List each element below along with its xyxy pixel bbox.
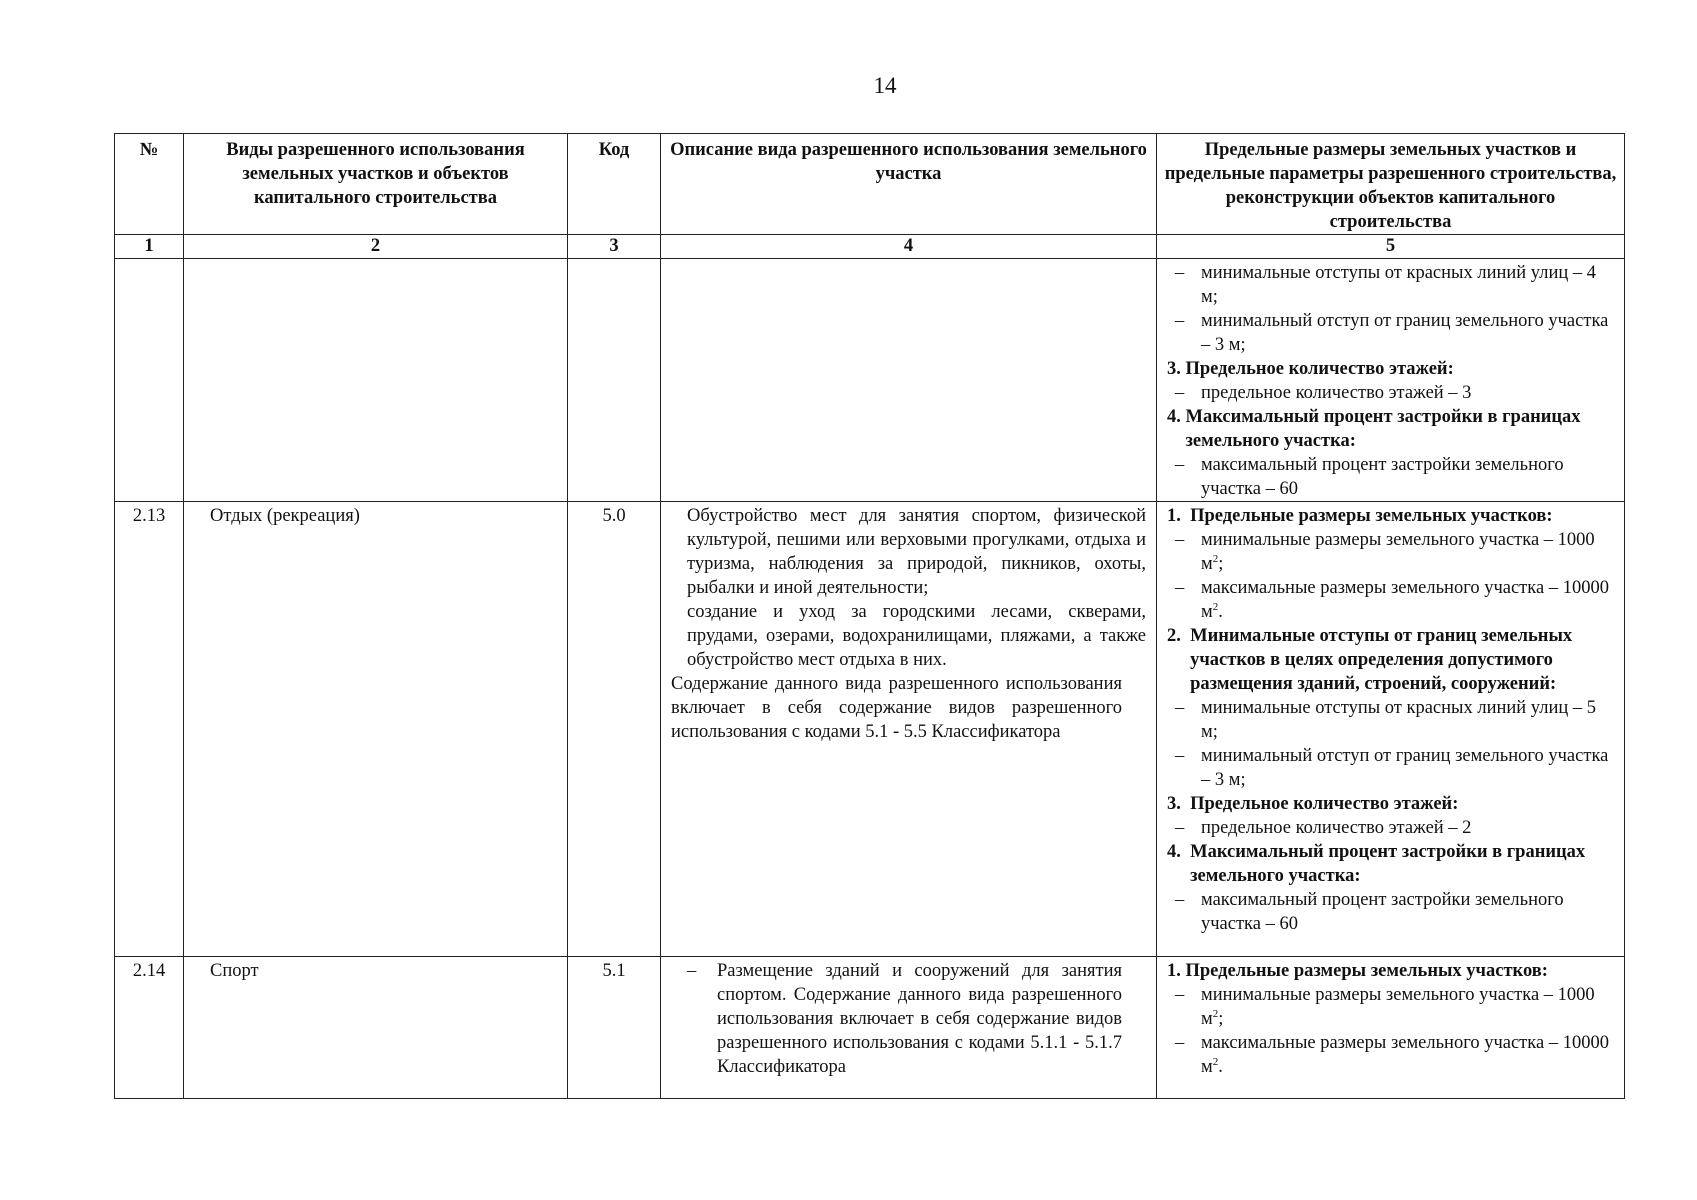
list-item <box>1167 696 1614 744</box>
limit-heading <box>1167 504 1614 528</box>
limit-heading <box>1167 792 1614 816</box>
limit-heading <box>1167 405 1614 453</box>
header-description: Описание вида разрешенного использования земельного участка <box>661 134 1157 235</box>
description-paragraph: Размещение зданий и сооружений для занятия спортом. Содержание данного вида разрешенного использования включает в себя содержание видов разрешенного использования с кодами 5.1.1 - 5.1.7 Классификатора <box>717 961 1122 1077</box>
list-item <box>1167 309 1614 357</box>
limit-heading <box>1167 624 1614 696</box>
heading-text: Максимальный процент застройки в границах земельного участка: <box>1190 842 1586 886</box>
column-number-row <box>115 235 1625 259</box>
heading-number: 4. <box>1167 842 1191 862</box>
cell-description <box>661 259 1157 502</box>
description-paragraph: Обустройство мест для занятия спортом, физической культурой, пешими или верховыми прогулками, отдыха и туризма, наблюдения за природой, пикников, охоты, рыбалки и иной деятельности; <box>687 506 1146 598</box>
limit-heading <box>1167 357 1614 381</box>
header-limits: Предельные размеры земельных участков и предельные параметры разрешенного строительства, реконструкции объектов капитального строительства <box>1157 134 1625 235</box>
list-item <box>1167 453 1614 501</box>
heading-text: Предельное количество этажей: <box>1185 359 1454 379</box>
list-item <box>1167 1031 1614 1079</box>
list-item <box>1167 381 1614 405</box>
limit-heading <box>1167 840 1614 888</box>
cell-code: 5.0 <box>568 502 661 957</box>
heading-number: 3. <box>1167 794 1191 814</box>
dash-bullet: – <box>1175 530 1185 550</box>
table-header-row <box>115 134 1625 235</box>
description-paragraph: создание и уход за городскими лесами, скверами, прудами, озерами, водохранилищами, пляжами, а также обустройство мест отдыха в них. <box>687 602 1146 670</box>
limit-text: минимальные размеры земельного участка – 1000 $м^2$; <box>1201 985 1595 1029</box>
cell-limits <box>1157 957 1625 1099</box>
list-item <box>1167 983 1614 1031</box>
list-item <box>1167 888 1614 936</box>
header-code: Код <box>568 134 661 235</box>
cell-code <box>568 259 661 502</box>
heading-text: Минимальные отступы от границ земельных участков в целях определения допустимого размещения зданий, строений, сооружений: <box>1190 626 1573 694</box>
heading-number: 1. <box>1167 961 1186 981</box>
list-item <box>671 959 1146 1079</box>
dash-bullet: – <box>1175 383 1185 403</box>
limit-text: минимальный отступ от границ земельного участка – 3 м; <box>1201 746 1609 790</box>
cell-name: Отдых (рекреация) <box>184 502 568 957</box>
heading-number: 3. <box>1167 359 1186 379</box>
dash-bullet: – <box>1175 1033 1185 1053</box>
table-row <box>115 502 1625 957</box>
cell-code: 5.1 <box>568 957 661 1099</box>
heading-text: Максимальный процент застройки в границах земельного участка: <box>1185 407 1581 451</box>
list-item <box>1167 744 1614 792</box>
limit-text: максимальный процент застройки земельного участка – 60 <box>1201 890 1564 934</box>
limit-text: максимальные размеры земельного участка – 10000 $м^2$. <box>1201 1033 1609 1077</box>
dash-bullet: – <box>1175 746 1185 766</box>
list-item <box>1167 576 1614 624</box>
column-number: 3 <box>568 235 661 259</box>
limit-text: предельное количество этажей – 2 <box>1201 818 1472 838</box>
page-number: 14 <box>873 73 897 98</box>
cell-limits <box>1157 259 1625 502</box>
list-item <box>1167 261 1614 309</box>
table-row <box>115 259 1625 502</box>
dash-bullet: – <box>1175 985 1185 1005</box>
cell-description <box>661 957 1157 1099</box>
heading-text: Предельное количество этажей: <box>1190 794 1459 814</box>
heading-number: 2. <box>1167 626 1191 646</box>
header-no: № <box>115 134 184 235</box>
limit-text: минимальный отступ от границ земельного участка – 3 м; <box>1201 311 1609 355</box>
column-number: 2 <box>184 235 568 259</box>
column-number: 5 <box>1157 235 1625 259</box>
limit-heading <box>1167 959 1614 983</box>
limit-text: предельное количество этажей – 3 <box>1201 383 1472 403</box>
limit-text: максимальный процент застройки земельного участка – 60 <box>1201 455 1564 499</box>
table-row <box>115 957 1625 1099</box>
list-item <box>1167 816 1614 840</box>
dash-bullet: – <box>1175 311 1185 331</box>
dash-bullet: – <box>687 961 697 981</box>
limit-text: максимальные размеры земельного участка – 10000 $м^2$. <box>1201 578 1609 622</box>
cell-name <box>184 259 568 502</box>
dash-bullet: – <box>1175 263 1185 283</box>
cell-no: 2.13 <box>115 502 184 957</box>
land-use-regulations-table <box>114 133 1625 1099</box>
heading-text: Предельные размеры земельных участков: <box>1190 506 1553 526</box>
dash-bullet: – <box>1175 818 1185 838</box>
heading-text: Предельные размеры земельных участков: <box>1185 961 1548 981</box>
dash-bullet: – <box>1175 890 1185 910</box>
heading-number: 4. <box>1167 407 1186 427</box>
limit-text: минимальные отступы от красных линий улиц – 4 м; <box>1201 263 1597 307</box>
column-number: 4 <box>661 235 1157 259</box>
description-paragraph: Содержание данного вида разрешенного использования включает в себя содержание видов разрешенного использования с кодами 5.1 - 5.5 Классификатора <box>671 674 1122 742</box>
column-number: 1 <box>115 235 184 259</box>
heading-number: 1. <box>1167 506 1191 526</box>
cell-no <box>115 259 184 502</box>
cell-description <box>661 502 1157 957</box>
dash-bullet: – <box>1175 698 1185 718</box>
limit-text: минимальные отступы от красных линий улиц – 5 м; <box>1201 698 1597 742</box>
cell-no: 2.14 <box>115 957 184 1099</box>
dash-bullet: – <box>1175 578 1185 598</box>
list-item <box>1167 528 1614 576</box>
header-name: Виды разрешенного использования земельных участков и объектов капитального строительства <box>184 134 568 235</box>
limit-text: минимальные размеры земельного участка – 1000 $м^2$; <box>1201 530 1595 574</box>
dash-bullet: – <box>1175 455 1185 475</box>
cell-name: Спорт <box>184 957 568 1099</box>
cell-limits <box>1157 502 1625 957</box>
